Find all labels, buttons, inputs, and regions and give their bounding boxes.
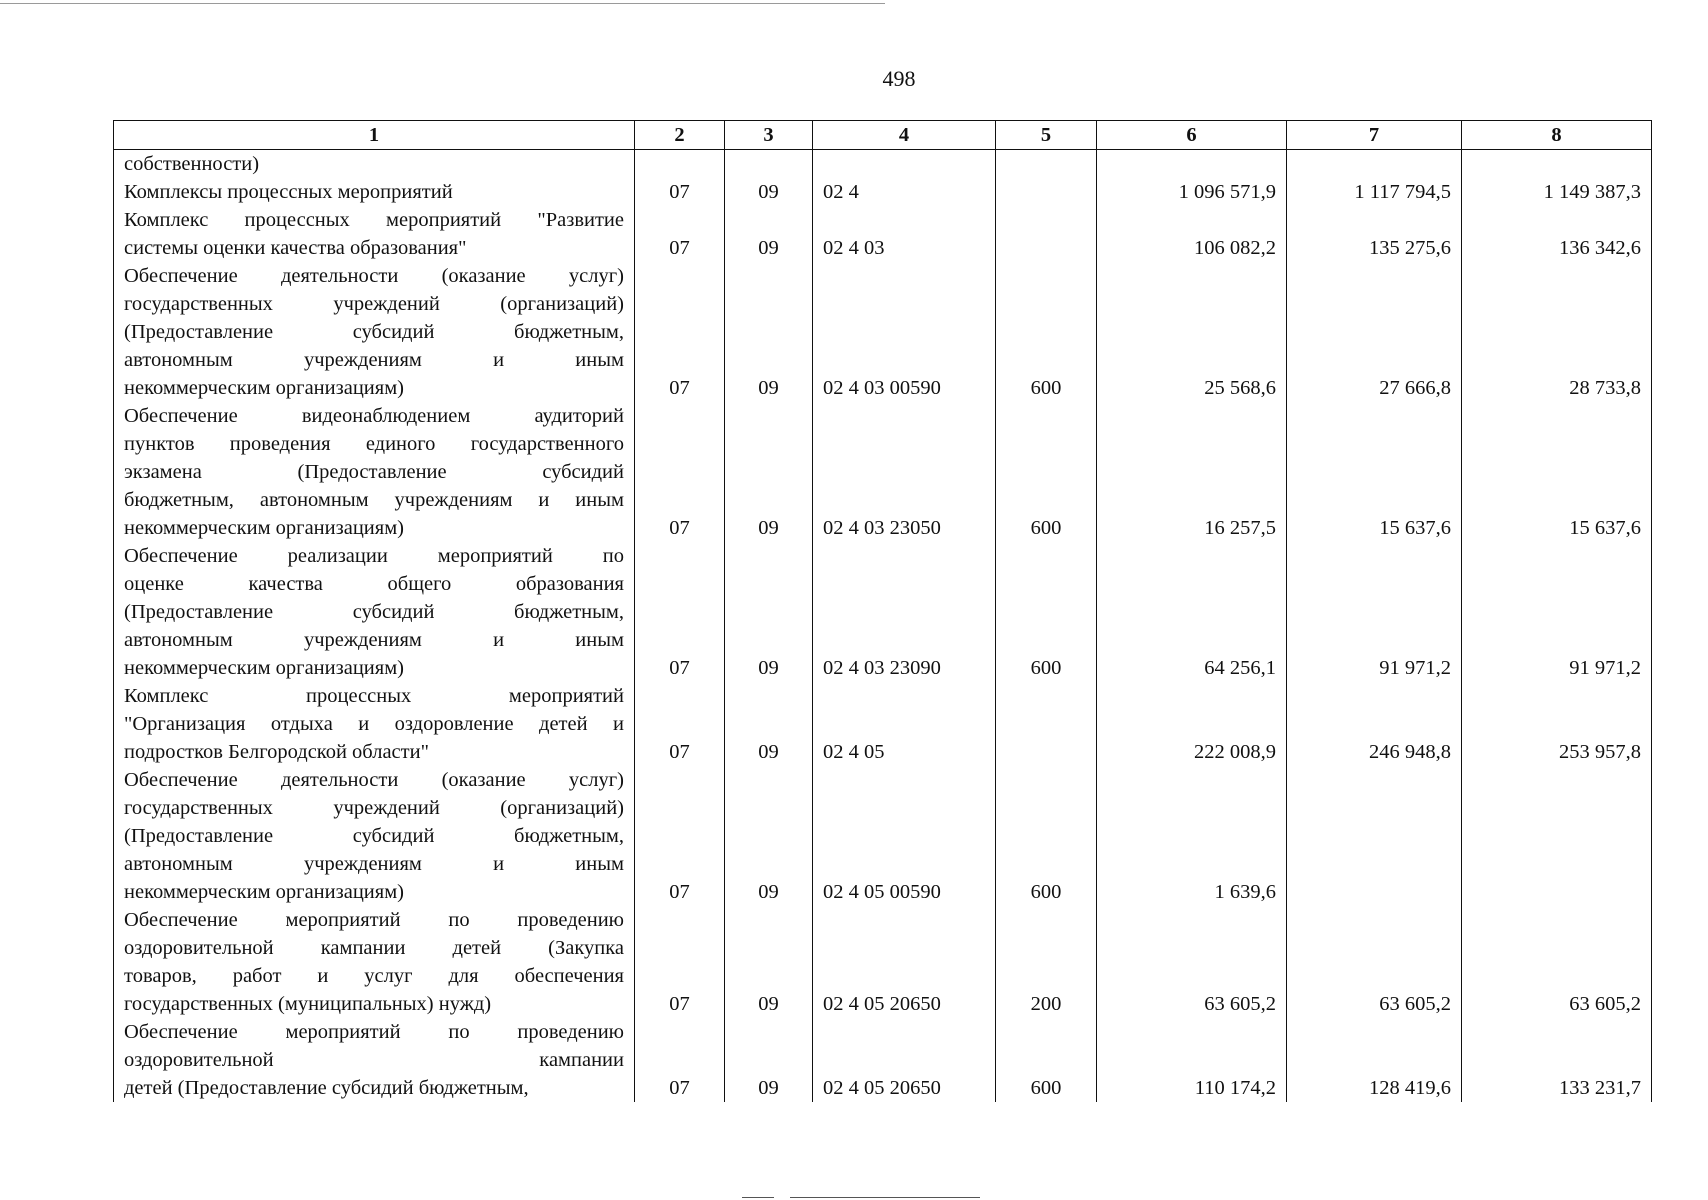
name-line: Обеспечение реализации мероприятий по: [124, 545, 624, 567]
cell-amount-col7: [1287, 766, 1462, 906]
cell-section: 07: [635, 766, 725, 906]
cell-amount-col8: 91 971,2: [1462, 542, 1652, 682]
col-header-6: 6: [1097, 121, 1287, 150]
cell-amount-col7: 135 275,6: [1287, 206, 1462, 262]
cell-amount-col8: 63 605,2: [1462, 906, 1652, 1018]
cell-subsection: 09: [725, 262, 813, 402]
cell-subsection: 09: [725, 402, 813, 542]
cell-section: 07: [635, 178, 725, 206]
cell-amount-col7: [1287, 150, 1462, 179]
cell-subsection: 09: [725, 766, 813, 906]
name-line: пунктов проведения единого государственного: [124, 433, 624, 455]
page-number: 498: [882, 66, 916, 91]
cell-section: [635, 150, 725, 179]
cell-target-article: [813, 150, 996, 179]
cell-amount-col6: 64 256,1: [1097, 542, 1287, 682]
cell-expense-type: 600: [996, 766, 1097, 906]
cell-target-article: 02 4 05 20650: [813, 1018, 996, 1102]
cell-subsection: 09: [725, 906, 813, 1018]
cell-target-article: 02 4 03 23050: [813, 402, 996, 542]
table-row: [114, 206, 1652, 262]
col-header-3: 3: [725, 121, 813, 150]
table-row: [114, 402, 1652, 542]
name-line: (Предоставление субсидий бюджетным,: [124, 825, 624, 847]
name-line: Обеспечение видеонаблюдением аудиторий: [124, 405, 624, 427]
cell-name: [114, 262, 635, 402]
cell-amount-col8: 133 231,7: [1462, 1018, 1652, 1102]
cell-subsection: 09: [725, 682, 813, 766]
cell-amount-col6: [1097, 150, 1287, 179]
name-line: автономным учреждениям и иным: [124, 629, 624, 651]
cell-section: 07: [635, 206, 725, 262]
cell-target-article: 02 4: [813, 178, 996, 206]
table-row: [114, 542, 1652, 682]
name-line: государственных учреждений (организаций): [124, 797, 624, 819]
cell-subsection: 09: [725, 542, 813, 682]
cell-amount-col7: 128 419,6: [1287, 1018, 1462, 1102]
cell-amount-col7: 27 666,8: [1287, 262, 1462, 402]
cell-subsection: 09: [725, 178, 813, 206]
scan-edge-line: [0, 3, 885, 4]
col-header-5: 5: [996, 121, 1097, 150]
cell-expense-type: [996, 178, 1097, 206]
name-line: некоммерческим организациям): [124, 517, 404, 539]
cell-section: 07: [635, 542, 725, 682]
name-line: оценке качества общего образования: [124, 573, 624, 595]
table-row: [114, 178, 1652, 206]
cell-expense-type: [996, 150, 1097, 179]
cell-subsection: [725, 150, 813, 179]
cell-amount-col7: 15 637,6: [1287, 402, 1462, 542]
table-row: [114, 766, 1652, 906]
cell-amount-col7: 63 605,2: [1287, 906, 1462, 1018]
cell-amount-col6: 1 096 571,9: [1097, 178, 1287, 206]
cell-name: [114, 906, 635, 1018]
name-line: Комплекс процессных мероприятий: [124, 685, 624, 707]
cell-amount-col8: 1 149 387,3: [1462, 178, 1652, 206]
name-line: некоммерческим организациям): [124, 657, 404, 679]
header-row: [114, 121, 1652, 150]
cell-section: 07: [635, 906, 725, 1018]
cell-section: 07: [635, 402, 725, 542]
cell-subsection: 09: [725, 1018, 813, 1102]
name-line: экзамена (Предоставление субсидий: [124, 461, 624, 483]
cell-target-article: 02 4 05 00590: [813, 766, 996, 906]
name-line: оздоровительной кампании детей (Закупка: [124, 937, 624, 959]
cell-section: 07: [635, 262, 725, 402]
table-row: [114, 262, 1652, 402]
cell-name: [114, 178, 635, 206]
table-row: [114, 906, 1652, 1018]
cell-expense-type: 200: [996, 906, 1097, 1018]
cell-amount-col6: 25 568,6: [1097, 262, 1287, 402]
table-body: [114, 150, 1652, 1103]
cell-amount-col6: 1 639,6: [1097, 766, 1287, 906]
name-line: автономным учреждениям и иным: [124, 349, 624, 371]
name-line: оздоровительной кампании: [124, 1049, 624, 1071]
name-line: (Предоставление субсидий бюджетным,: [124, 601, 624, 623]
name-line: государственных (муниципальных) нужд): [124, 993, 492, 1015]
cell-expense-type: [996, 206, 1097, 262]
table-row: [114, 682, 1652, 766]
scan-edge-line: [742, 1197, 774, 1198]
cell-amount-col8: 28 733,8: [1462, 262, 1652, 402]
cell-target-article: 02 4 03 23090: [813, 542, 996, 682]
scan-edge-line: [790, 1197, 980, 1198]
cell-name: [114, 150, 635, 179]
col-header-4: 4: [813, 121, 996, 150]
name-line: товаров, работ и услуг для обеспечения: [124, 965, 624, 987]
name-line: "Организация отдыха и оздоровление детей и: [124, 713, 624, 735]
cell-amount-col8: [1462, 766, 1652, 906]
name-line: некоммерческим организациям): [124, 881, 404, 903]
name-line: собственности): [124, 153, 260, 175]
cell-expense-type: 600: [996, 1018, 1097, 1102]
cell-amount-col6: 63 605,2: [1097, 906, 1287, 1018]
cell-name: [114, 766, 635, 906]
cell-amount-col6: 222 008,9: [1097, 682, 1287, 766]
name-line: автономным учреждениям и иным: [124, 853, 624, 875]
cell-name: [114, 682, 635, 766]
cell-amount-col6: 16 257,5: [1097, 402, 1287, 542]
cell-amount-col7: 246 948,8: [1287, 682, 1462, 766]
cell-name: [114, 1018, 635, 1102]
cell-target-article: 02 4 05 20650: [813, 906, 996, 1018]
col-header-8: 8: [1462, 121, 1652, 150]
cell-name: [114, 206, 635, 262]
cell-expense-type: [996, 682, 1097, 766]
cell-amount-col8: [1462, 150, 1652, 179]
cell-amount-col6: 106 082,2: [1097, 206, 1287, 262]
cell-expense-type: 600: [996, 402, 1097, 542]
table-row: [114, 150, 1652, 179]
name-line: Обеспечение деятельности (оказание услуг): [124, 265, 624, 287]
cell-expense-type: 600: [996, 542, 1097, 682]
name-line: бюджетным, автономным учреждениям и иным: [124, 489, 624, 511]
cell-subsection: 09: [725, 206, 813, 262]
col-header-2: 2: [635, 121, 725, 150]
cell-section: 07: [635, 1018, 725, 1102]
cell-amount-col6: 110 174,2: [1097, 1018, 1287, 1102]
cell-amount-col8: 253 957,8: [1462, 682, 1652, 766]
name-line: Комплекс процессных мероприятий "Развитие: [124, 209, 624, 231]
cell-target-article: 02 4 03 00590: [813, 262, 996, 402]
name-line: подростков Белгородской области": [124, 741, 429, 763]
name-line: Комплексы процессных мероприятий: [124, 181, 453, 203]
cell-amount-col8: 15 637,6: [1462, 402, 1652, 542]
name-line: (Предоставление субсидий бюджетным,: [124, 321, 624, 343]
name-line: детей (Предоставление субсидий бюджетным,: [124, 1077, 529, 1099]
col-header-7: 7: [1287, 121, 1462, 150]
cell-target-article: 02 4 03: [813, 206, 996, 262]
col-header-1: 1: [114, 121, 635, 150]
cell-expense-type: 600: [996, 262, 1097, 402]
cell-amount-col7: 91 971,2: [1287, 542, 1462, 682]
cell-name: [114, 402, 635, 542]
table-row: [114, 1018, 1652, 1102]
cell-name: [114, 542, 635, 682]
name-line: системы оценки качества образования": [124, 237, 467, 259]
name-line: государственных учреждений (организаций): [124, 293, 624, 315]
name-line: Обеспечение мероприятий по проведению: [124, 1021, 624, 1043]
cell-section: 07: [635, 682, 725, 766]
cell-amount-col8: 136 342,6: [1462, 206, 1652, 262]
name-line: Обеспечение мероприятий по проведению: [124, 909, 624, 931]
cell-amount-col7: 1 117 794,5: [1287, 178, 1462, 206]
name-line: некоммерческим организациям): [124, 377, 404, 399]
name-line: Обеспечение деятельности (оказание услуг): [124, 769, 624, 791]
cell-target-article: 02 4 05: [813, 682, 996, 766]
budget-table: [113, 120, 1652, 1102]
